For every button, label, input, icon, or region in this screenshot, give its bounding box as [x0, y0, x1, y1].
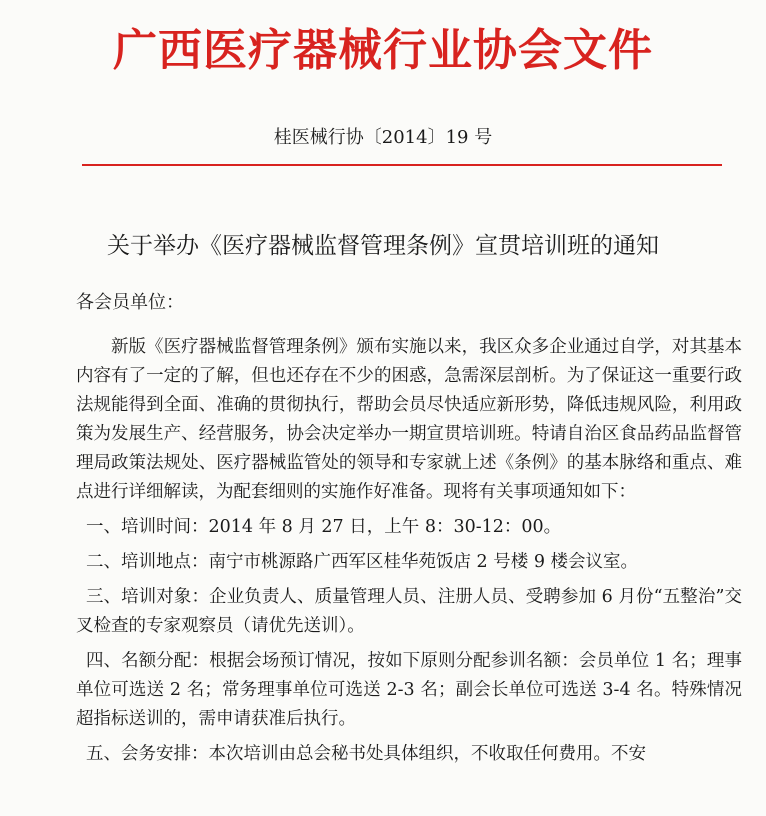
salutation: 各会员单位： [76, 292, 184, 313]
item-number: 四、 [86, 651, 121, 671]
item-number: 三、 [86, 587, 121, 607]
org-masthead: 广西医疗器械行业协会文件 [113, 25, 653, 76]
item-text: 会务安排：本次培训由总会秘书处具体组织，不收取任何费用。不安 [121, 744, 646, 764]
item-text: 名额分配：根据会场预订情况，按如下原则分配参训名额：会员单位 1 名；理事单位可选送 2 名；常务理事单位可选送 2-3 名；副会长单位可选送 3-4 名。特殊情况超指标送训的，需申请获准后执行。 [76, 651, 742, 729]
item-text: 培训时间：2014 年 8 月 27 日，上午 8：30-12：00。 [121, 517, 562, 537]
intro-paragraph: 新版《医疗器械监督管理条例》颁布实施以来，我区众多企业通过自学，对其基本内容有了一定的了解，但也还存在不少的困惑，急需深层剖析。为了保证这一重要行政法规能得到全面、准确的贯彻执行，帮助会员尽快适应新形势，降低违规风险，利用政策为发展生产、经营服务，协会决定举办一期宣贯培训班。特请自治区食品药品监督管理局政策法规处、医疗器械监管处的领导和专家就上述《条例》的基本脉络和重点、难点进行详细解读，为配套细则的实施作好准备。现将有关事项通知如下： [76, 337, 742, 502]
red-divider-line [82, 164, 722, 166]
list-item [76, 647, 742, 734]
item-text: 培训对象：企业负责人、质量管理人员、注册人员、受聘参加 6 月份“五整治”交叉检查的专家观察员（请优先送训）。 [76, 587, 742, 636]
list-item [76, 548, 742, 577]
list-item [76, 583, 742, 641]
document-number: 桂医械行协〔2014〕19 号 [273, 127, 493, 148]
item-number: 五、 [86, 744, 121, 764]
list-item [76, 513, 742, 542]
item-number: 一、 [86, 517, 121, 537]
notice-title: 关于举办《医疗器械监督管理条例》宣贯培训班的通知 [107, 233, 659, 259]
item-text: 培训地点：南宁市桃源路广西军区桂华苑饭店 2 号楼 9 楼会议室。 [121, 552, 639, 572]
item-number: 二、 [86, 552, 121, 572]
list-item [76, 740, 742, 769]
notice-body [76, 333, 742, 769]
